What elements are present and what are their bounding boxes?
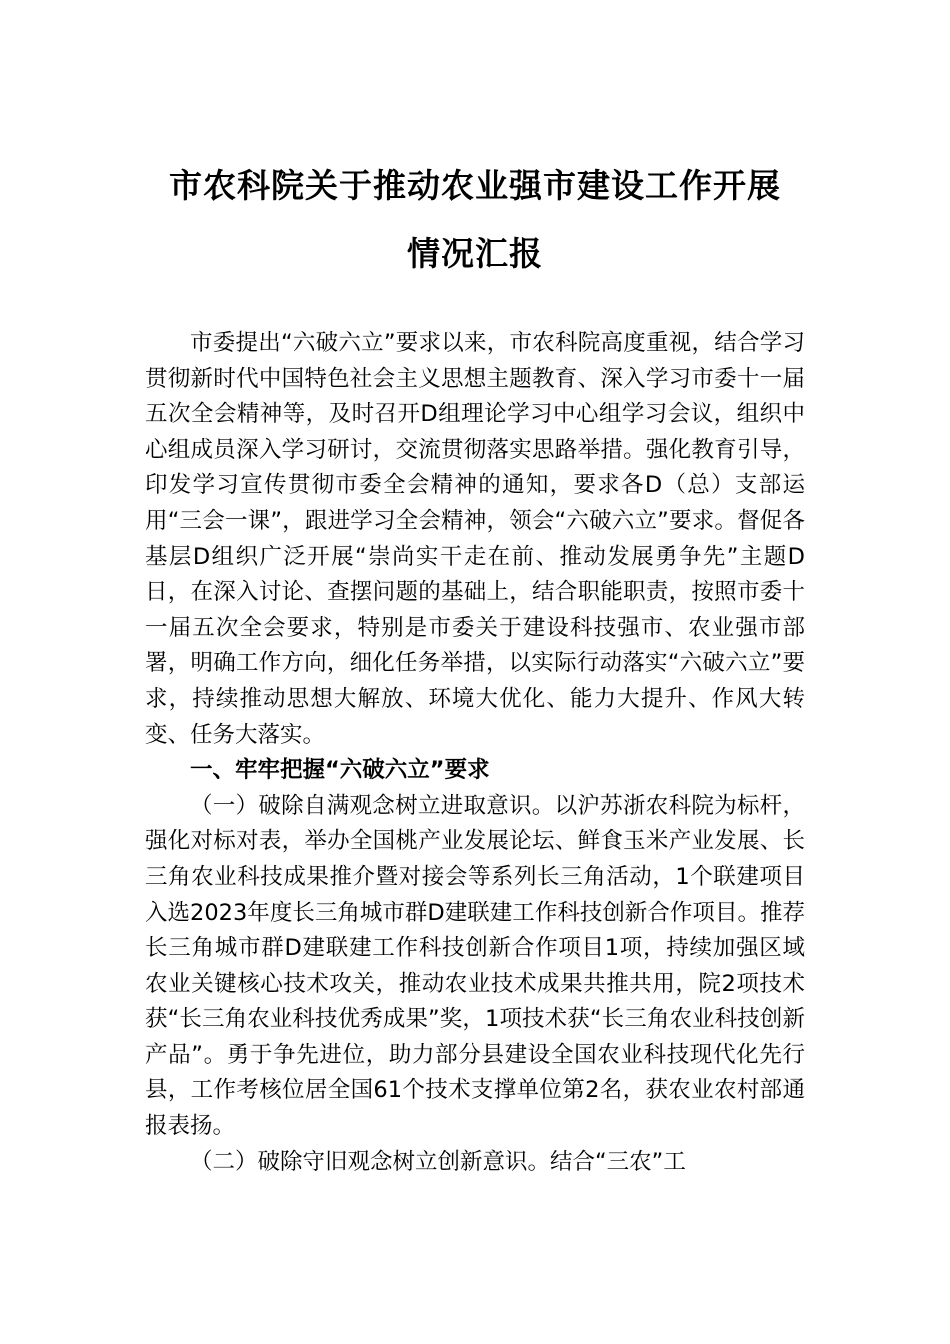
subsection-1-body: 以沪苏浙农科院为标杆，强化对标对表，举办全国桃产业发展论坛、鲜食玉米产业发展、长三角农业科技成果推介暨对接会等系列长三角活动，1个联建项目入选2023年度长三角城市群D建联建工作科技创新合作项目。推荐长三角城市群D建联建工作科技创新合作项目1项，持续加强区域农业关键核心技术攻关，推动农业技术成果共推共用，院2项技术获“长三角农业科技优秀成果”奖，1项技术获“长三角农业科技创新产品”。勇于争先进位，助力部分县建设全国农业科技现代化先行县，工作考核位居全国61个技术支撑单位第2名，获农业农村部通报表扬。	[145, 792, 805, 1140]
subsection-2-body: 结合“三农”工	[550, 1148, 686, 1175]
document-title-line-1: 市农科院关于推动农业强市建设工作开展	[169, 166, 781, 205]
intro-paragraph: 市委提出“六破六立”要求以来，市农科院高度重视，结合学习贯彻新时代中国特色社会主义思想主题教育、深入学习市委十一届五次全会精神等，及时召开D组理论学习中心组学习会议，组织中心组成员深入学习研讨，交流贯彻落实思路举措。强化教育引导，印发学习宣传贯彻市委全会精神的通知，要求各D（总）支部运用“三会一课”，跟进学习全会精神，领会“六破六立”要求。督促各基层D组织广泛开展“崇尚实干走在前、推动发展勇争先”主题D日，在深入讨论、查摆问题的基础上，结合职能职责，按照市委十一届五次全会要求，特别是市委关于建设科技强市、农业强市部署，明确工作方向，细化任务举措，以实际行动落实“六破六立”要求，持续推动思想大解放、环境大优化、能力大提升、作风大转变、任务大落实。	[145, 330, 805, 748]
section-1-heading: 一、牢牢把握“六破六立”要求	[190, 757, 490, 784]
subsection-2-paragraph	[145, 1145, 805, 1181]
subsection-1-lead: （一）破除自满观念树立进取意识。	[190, 792, 555, 819]
document-title-line-2: 情况汇报	[407, 234, 543, 273]
document-body	[145, 326, 805, 1180]
subsection-1-paragraph	[145, 789, 805, 1145]
subsection-2-lead: （二）破除守旧观念树立创新意识。	[190, 1148, 551, 1175]
